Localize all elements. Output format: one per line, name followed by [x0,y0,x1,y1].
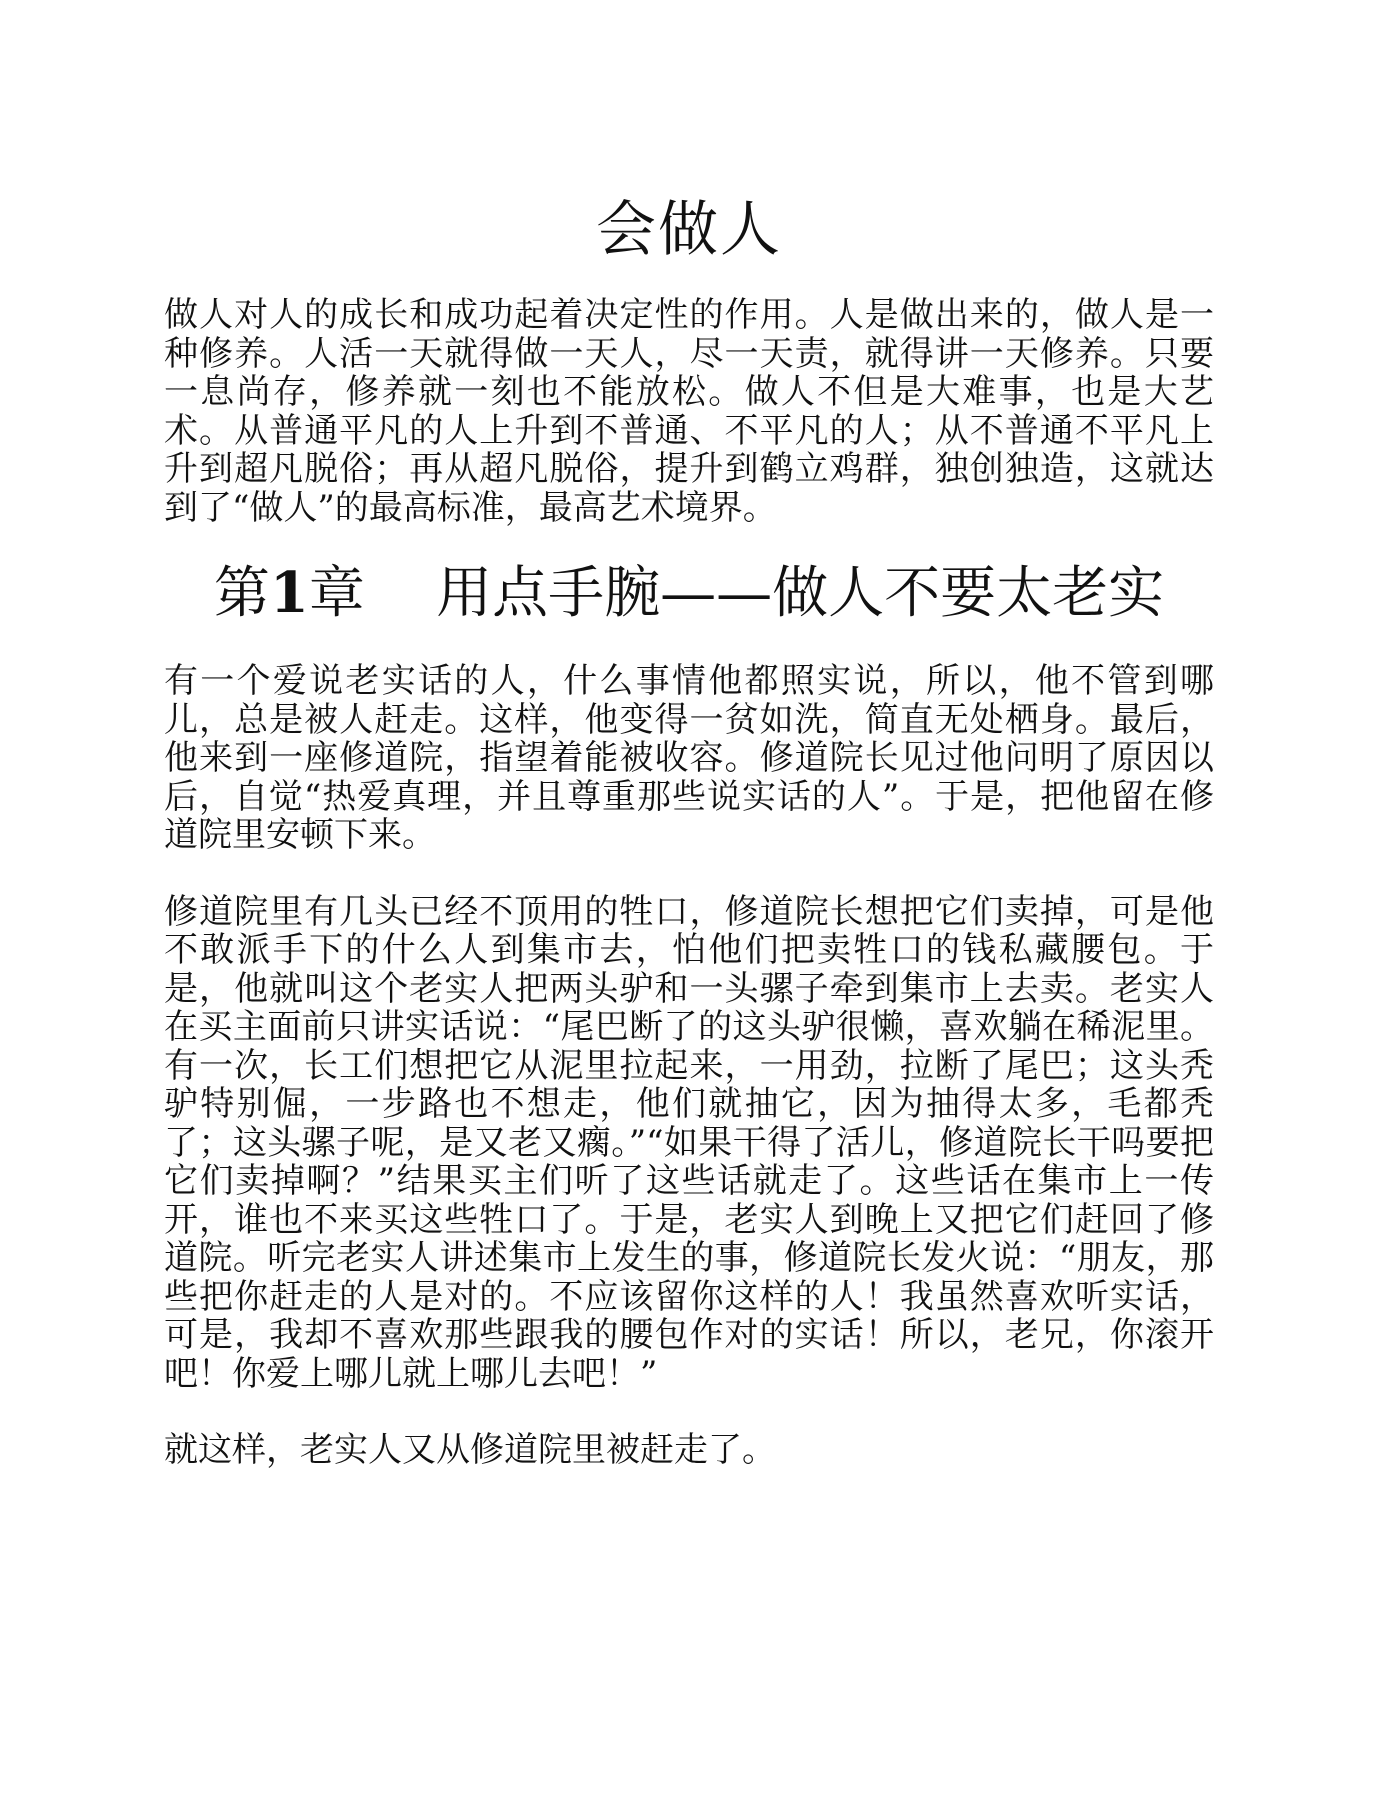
chapter-prefix: 第 [213,561,270,626]
body-paragraph-1: 有一个爱说老实话的人，什么事情他都照实说，所以，他不管到哪儿，总是被人赶走。这样，他变得一贫如洗，简直无处栖身。最后，他来到一座修道院，指望着能被收容。修道院长见过他问明了原因以后，自觉“热爱真理，并且尊重那些说实话的人”。于是，把他留在修道院里安顿下来。 [164,661,1214,855]
paragraph-gap [164,1393,1214,1431]
chapter-suffix: 章 [308,561,365,626]
document-title: 会做人 [596,195,782,265]
document-page [164,190,1214,1470]
chapter-spacer [365,561,436,626]
chapter-heading [164,555,1214,632]
intro-paragraph: 做人对人的成长和成功起着决定性的作用。人是做出来的，做人是一种修养。人活一天就得做一天人，尽一天责，就得讲一天修养。只要一息尚存，修养就一刻也不能放松。做人不但是大难事，也是大艺术。从普通平凡的人上升到不普通、不平凡的人；从不普通不平凡上升到超凡脱俗；再从超凡脱俗，提升到鹤立鸡群，独创独造，这就达到了“做人”的最高标准，最高艺术境界。 [164,295,1214,528]
chapter-title: 用点手腕——做人不要太老实 [436,561,1165,626]
body-paragraph-2: 修道院里有几头已经不顶用的牲口，修道院长想把它们卖掉，可是他不敢派手下的什么人到集市去，怕他们把卖牲口的钱私藏腰包。于是，他就叫这个老实人把两头驴和一头骡子牵到集市上去卖。老实人在买主面前只讲实话说：“尾巴断了的这头驴很懒，喜欢躺在稀泥里。有一次，长工们想把它从泥里拉起来，一用劲，拉断了尾巴；这头秃驴特别倔，一步路也不想走，他们就抽它，因为抽得太多，毛都秃了；这头骡子呢，是又老又瘸。”“如果干得了活儿，修道院长干吗要把它们卖掉啊？”结果买主们听了这些话就走了。这些话在集市上一传开，谁也不来买这些牲口了。于是，老实人到晚上又把它们赶回了修道院。听完老实人讲述集市上发生的事，修道院长发火说：“朋友，那些把你赶走的人是对的。不应该留你这样的人！我虽然喜欢听实话，可是，我却不喜欢那些跟我的腰包作对的实话！所以，老兄，你滚开吧！你爱上哪儿就上哪儿去吧！” [164,891,1214,1394]
paragraph-gap [164,855,1214,893]
chapter-number: 1 [269,560,309,626]
body-paragraph-3: 就这样，老实人又从修道院里被赶走了。 [164,1430,776,1470]
